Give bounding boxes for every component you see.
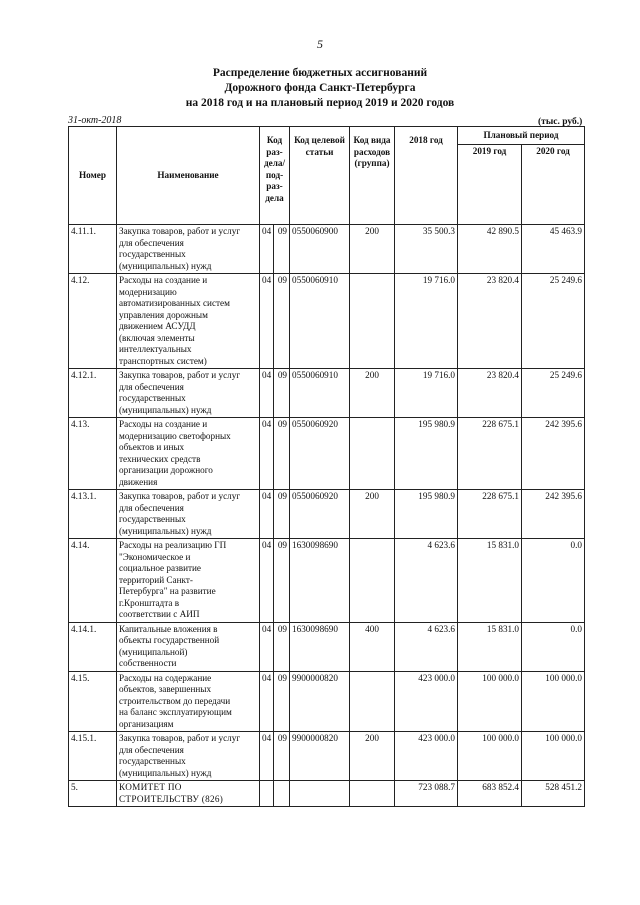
- budget-table: [68, 126, 585, 807]
- table-row: [69, 490, 585, 539]
- row-section-code: [260, 781, 274, 807]
- title-line-2: Дорожного фонда Санкт-Петербурга: [224, 82, 416, 94]
- header-planned-period: Плановый период: [458, 127, 585, 145]
- row-number: 4.14.: [69, 539, 117, 623]
- row-expense-type: [350, 274, 395, 369]
- row-subsection-code: 09: [274, 671, 290, 732]
- row-amount-2018: 195 980.9: [395, 490, 458, 539]
- row-expense-type: 200: [350, 369, 395, 418]
- table-row: [69, 732, 585, 781]
- row-section-code: 04: [260, 418, 274, 490]
- row-subsection-code: 09: [274, 622, 290, 671]
- row-number: 4.13.1.: [69, 490, 117, 539]
- document-title: [0, 66, 640, 111]
- row-amount-2019: 15 831.0: [458, 622, 522, 671]
- row-number: 4.13.: [69, 418, 117, 490]
- row-amount-2018: 195 980.9: [395, 418, 458, 490]
- row-amount-2019: 100 000.0: [458, 671, 522, 732]
- row-expense-type: [350, 781, 395, 807]
- row-number: 4.12.: [69, 274, 117, 369]
- table-header-row: [69, 127, 585, 145]
- table-row: [69, 539, 585, 623]
- row-name: Закупка товаров, работ и услуг для обеспечения государственных (муниципальных) нужд: [117, 490, 260, 539]
- row-name: Закупка товаров, работ и услуг для обеспечения государственных (муниципальных) нужд: [117, 225, 260, 274]
- row-amount-2018: 4 623.6: [395, 622, 458, 671]
- row-amount-2020: 0.0: [522, 539, 585, 623]
- title-line-3: на 2018 год и на плановый период 2019 и 2020 годов: [185, 97, 455, 109]
- row-amount-2018: 423 000.0: [395, 671, 458, 732]
- header-target: Код целевой статьи: [290, 127, 350, 225]
- table-row: [69, 369, 585, 418]
- row-expense-type: 200: [350, 490, 395, 539]
- row-target-code: 9900000820: [290, 732, 350, 781]
- units-label: (тыс. руб.): [538, 117, 583, 127]
- table-row: [69, 622, 585, 671]
- row-number: 4.14.1.: [69, 622, 117, 671]
- row-subsection-code: 09: [274, 732, 290, 781]
- header-expense-type: Код вида расходов (группа): [350, 127, 395, 225]
- row-name: Расходы на содержание объектов, завершенных строительством до передачи на баланс эксплуатирующим организациям: [117, 671, 260, 732]
- row-name: Закупка товаров, работ и услуг для обеспечения государственных (муниципальных) нужд: [117, 369, 260, 418]
- row-subsection-code: 09: [274, 369, 290, 418]
- page-number: 5: [317, 37, 323, 51]
- row-amount-2019: 228 675.1: [458, 490, 522, 539]
- row-subsection-code: 09: [274, 225, 290, 274]
- row-subsection-code: [274, 781, 290, 807]
- document-date: 31-окт-2018: [68, 115, 122, 126]
- row-amount-2019: 15 831.0: [458, 539, 522, 623]
- row-amount-2020: 100 000.0: [522, 732, 585, 781]
- row-amount-2020: 528 451.2: [522, 781, 585, 807]
- row-amount-2020: 45 463.9: [522, 225, 585, 274]
- row-expense-type: 200: [350, 732, 395, 781]
- row-subsection-code: 09: [274, 418, 290, 490]
- row-amount-2020: 242 395.6: [522, 490, 585, 539]
- row-number: 4.11.1.: [69, 225, 117, 274]
- row-amount-2019: 100 000.0: [458, 732, 522, 781]
- row-subsection-code: 09: [274, 539, 290, 623]
- row-amount-2019: 228 675.1: [458, 418, 522, 490]
- header-number: Номер: [69, 127, 117, 225]
- row-amount-2020: 0.0: [522, 622, 585, 671]
- row-target-code: 9900000820: [290, 671, 350, 732]
- row-expense-type: [350, 539, 395, 623]
- row-number: 4.15.1.: [69, 732, 117, 781]
- row-amount-2020: 100 000.0: [522, 671, 585, 732]
- header-2019: 2019 год: [458, 145, 522, 225]
- row-target-code: 0550060900: [290, 225, 350, 274]
- table-row: [69, 274, 585, 369]
- row-name: Расходы на реализацию ГП "Экономическое и социальное развитие территорий Санкт- Петербурга" на развитие г.Кронштадта в соответствии с АИП: [117, 539, 260, 623]
- row-section-code: 04: [260, 274, 274, 369]
- row-section-code: 04: [260, 539, 274, 623]
- table-row: [69, 225, 585, 274]
- row-target-code: 1630098690: [290, 622, 350, 671]
- row-target-code: 0550060910: [290, 369, 350, 418]
- row-target-code: 0550060920: [290, 418, 350, 490]
- header-2018: 2018 год: [395, 127, 458, 225]
- row-section-code: 04: [260, 732, 274, 781]
- row-amount-2018: 19 716.0: [395, 369, 458, 418]
- row-section-code: 04: [260, 369, 274, 418]
- header-section: Код раз-дела/ под-раз-дела: [260, 127, 290, 225]
- row-name: КОМИТЕТ ПО СТРОИТЕЛЬСТВУ (826): [117, 781, 260, 807]
- row-expense-type: 200: [350, 225, 395, 274]
- row-number: 4.12.1.: [69, 369, 117, 418]
- row-target-code: 0550060910: [290, 274, 350, 369]
- header-name: Наименование: [117, 127, 260, 225]
- row-amount-2018: 4 623.6: [395, 539, 458, 623]
- row-subsection-code: 09: [274, 274, 290, 369]
- row-amount-2019: 23 820.4: [458, 369, 522, 418]
- row-subsection-code: 09: [274, 490, 290, 539]
- row-expense-type: 400: [350, 622, 395, 671]
- row-section-code: 04: [260, 225, 274, 274]
- row-amount-2020: 25 249.6: [522, 369, 585, 418]
- row-number: 4.15.: [69, 671, 117, 732]
- row-name: Расходы на создание и модернизацию автоматизированных систем управления дорожным движением АСУДД (включая элементы интеллектуальных транспортных систем): [117, 274, 260, 369]
- row-amount-2018: 423 000.0: [395, 732, 458, 781]
- row-target-code: 1630098690: [290, 539, 350, 623]
- row-section-code: 04: [260, 622, 274, 671]
- row-target-code: 0550060920: [290, 490, 350, 539]
- row-expense-type: [350, 418, 395, 490]
- row-name: Расходы на создание и модернизацию светофорных объектов и иных технических средств организации дорожного движения: [117, 418, 260, 490]
- title-line-1: Распределение бюджетных ассигнований: [212, 67, 428, 79]
- header-2020: 2020 год: [522, 145, 585, 225]
- row-amount-2020: 242 395.6: [522, 418, 585, 490]
- table-row: [69, 781, 585, 807]
- row-amount-2019: 23 820.4: [458, 274, 522, 369]
- row-name: Закупка товаров, работ и услуг для обеспечения государственных (муниципальных) нужд: [117, 732, 260, 781]
- row-name: Капитальные вложения в объекты государственной (муниципальной) собственности: [117, 622, 260, 671]
- table-row: [69, 418, 585, 490]
- row-target-code: [290, 781, 350, 807]
- row-amount-2018: 19 716.0: [395, 274, 458, 369]
- row-expense-type: [350, 671, 395, 732]
- row-amount-2019: 683 852.4: [458, 781, 522, 807]
- row-amount-2020: 25 249.6: [522, 274, 585, 369]
- row-number: 5.: [69, 781, 117, 807]
- row-amount-2018: 35 500.3: [395, 225, 458, 274]
- table-row: [69, 671, 585, 732]
- row-amount-2019: 42 890.5: [458, 225, 522, 274]
- row-section-code: 04: [260, 671, 274, 732]
- row-amount-2018: 723 088.7: [395, 781, 458, 807]
- row-section-code: 04: [260, 490, 274, 539]
